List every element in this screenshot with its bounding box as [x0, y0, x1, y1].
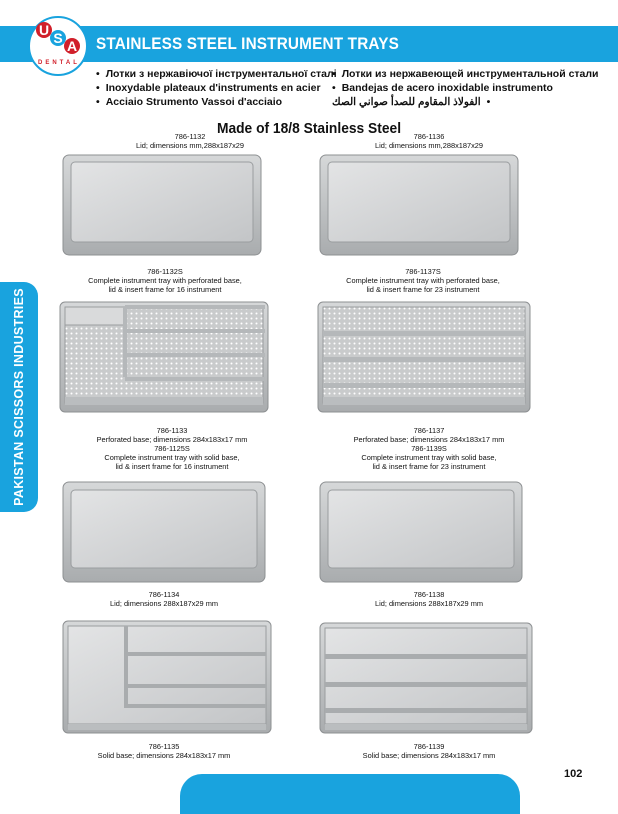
caption-code: 786-1136	[413, 132, 445, 141]
usa-dental-logo	[28, 16, 88, 76]
tray-lid-786-1134	[62, 481, 266, 583]
caption-code: 786-1134	[148, 590, 180, 599]
tray-perforated-23-786-1137	[317, 301, 531, 413]
lang-line-left-3: • Acciaio Strumento Vassoi d'acciaio	[96, 96, 282, 108]
caption-line-3: lid & insert frame for 16 instrument	[115, 462, 229, 471]
caption-desc: Lid; dimensions 288x187x29 mm	[109, 599, 219, 608]
caption-code: 786-1137	[413, 426, 445, 435]
lang-line-right-3: •الفولاذ المقاوم للصدأ صواني الصك	[332, 96, 491, 108]
caption-line-1: Perforated base; dimensions 284x183x17 mm	[353, 435, 505, 444]
caption-786-1137	[309, 426, 549, 471]
caption-line-2: Complete instrument tray with solid base,	[104, 453, 240, 462]
caption-786-1135	[44, 742, 284, 760]
caption-line-1: Complete instrument tray with perforated base,	[88, 276, 242, 285]
caption-desc: Solid base; dimensions 284x183x17 mm	[362, 751, 496, 760]
tray-perforated-16-786-1133	[59, 301, 269, 413]
caption-code: 786-1137S	[405, 267, 441, 276]
logo-subtext: DENTAL	[38, 60, 80, 66]
tray-lid-786-1136	[319, 154, 519, 256]
logo-letter-s: S	[50, 30, 66, 46]
caption-786-1138	[309, 590, 549, 608]
caption-desc: Lid; dimensions mm,288x187x29	[374, 141, 484, 150]
caption-line-2: lid & insert frame for 23 instrument	[366, 285, 480, 294]
lang-line-right-2: • Bandejas de acero inoxidable instrumento	[332, 82, 553, 94]
caption-786-1134	[44, 590, 284, 608]
side-label: PAKISTAN SCISSORS INDUSTRIES	[12, 288, 26, 506]
caption-code: 786-1135	[148, 742, 180, 751]
lang-line-left-1: • Лотки з нержавіючої інструментальної сталі	[96, 68, 337, 80]
tray-solid-23-786-1139	[319, 622, 533, 734]
caption-code-2: 786-1139S	[411, 444, 447, 453]
caption-code: 786-1132	[174, 132, 206, 141]
tray-lid-786-1138	[319, 481, 523, 583]
caption-code-2: 786-1125S	[154, 444, 190, 453]
logo-letter-u: U	[36, 22, 52, 38]
caption-desc: Solid base; dimensions 284x183x17 mm	[97, 751, 231, 760]
caption-code: 786-1133	[156, 426, 188, 435]
caption-line-1: Perforated base; dimensions 284x183x17 mm	[96, 435, 248, 444]
tray-lid-786-1132	[62, 154, 262, 256]
caption-786-1136	[309, 132, 549, 150]
caption-786-1133	[52, 426, 292, 471]
caption-786-1132S	[45, 267, 285, 294]
caption-desc: Lid; dimensions mm,288x187x29	[135, 141, 245, 150]
caption-desc: Lid; dimensions 288x187x29 mm	[374, 599, 484, 608]
logo-letter-a: A	[64, 38, 80, 54]
caption-786-1137S	[303, 267, 543, 294]
lang-line-left-2: • Inoxydable plateaux d'instruments en acier	[96, 82, 321, 94]
lang-line-right-1: • Лотки из нержавеющей инструментальной стали	[332, 68, 599, 80]
caption-code: 786-1139	[413, 742, 445, 751]
lang-line-right-3-text: الفولاذ المقاوم للصدأ صواني الصك	[332, 96, 481, 108]
caption-786-1139	[309, 742, 549, 760]
caption-code: 786-1132S	[147, 267, 183, 276]
caption-786-1132	[70, 132, 310, 150]
page-number: 102	[564, 768, 583, 780]
caption-line-2: lid & insert frame for 16 instrument	[108, 285, 222, 294]
caption-line-2: Complete instrument tray with solid base,	[361, 453, 497, 462]
caption-code: 786-1138	[413, 590, 445, 599]
caption-line-3: lid & insert frame for 23 instrument	[372, 462, 486, 471]
page-title: STAINLESS STEEL INSTRUMENT TRAYS	[96, 34, 400, 53]
caption-line-1: Complete instrument tray with perforated base,	[346, 276, 500, 285]
footer-tab	[180, 774, 520, 814]
subtitle: Made of 18/8 Stainless Steel	[216, 120, 402, 137]
tray-solid-16-786-1135	[62, 620, 272, 734]
